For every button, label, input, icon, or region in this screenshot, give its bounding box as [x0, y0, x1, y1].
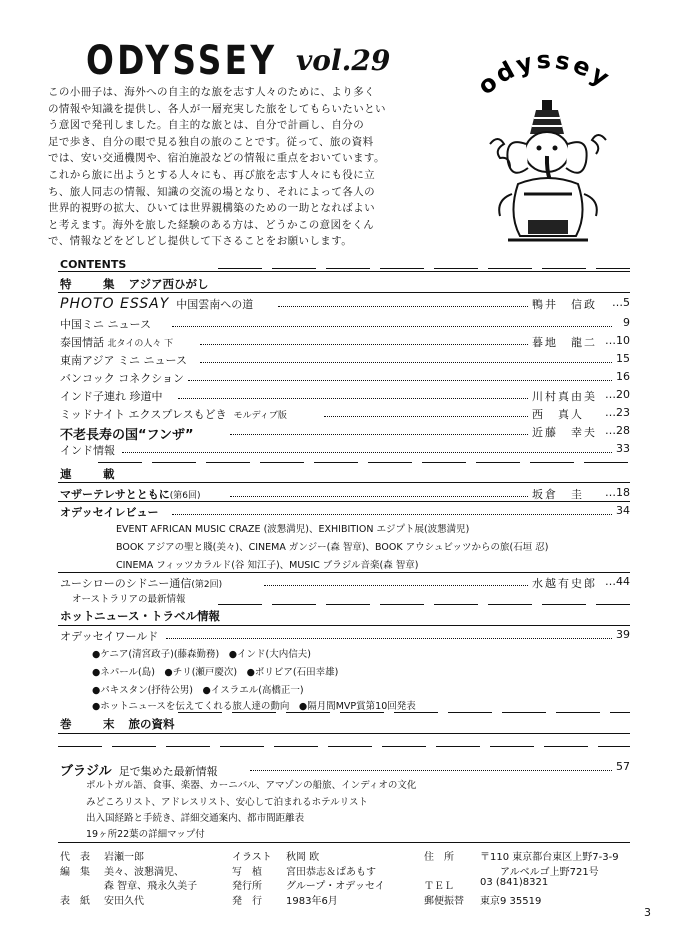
colophon-addr-label: 住 所	[424, 852, 454, 863]
ganesha-illustration-icon	[468, 44, 628, 254]
colophon-edit-label: 編 集	[60, 867, 90, 878]
toc-entry-title: 中国ミニ ニュース	[60, 318, 151, 331]
toc-entry-title: インド情報	[60, 444, 115, 457]
intro-line: これから旅に出ようとする人々にも、再び旅を志す人々にも役に立	[48, 168, 375, 181]
toc-entry-page: 39	[616, 628, 630, 641]
intro-line: ち、旅人同志の情報、知識の交流の場となり、それによって各人の	[48, 185, 375, 198]
toc-entry-title: マザーテレサとともに	[60, 488, 170, 501]
contents-heading: CONTENTS	[60, 258, 127, 271]
toc-entry-subtitle: 北タイの人々 下	[107, 339, 174, 349]
toc-entry-subtitle: 中国雲南への道	[176, 298, 254, 311]
world-line: ●パキスタン(抒待公男) ●イスラエル(高橋正一)	[92, 685, 304, 696]
brazil-line: ポルトガル語、食事、楽器、カーニバル、アマゾンの船旅、インディオの文化	[86, 780, 417, 791]
toc-entry-author: 坂倉 圭	[532, 488, 584, 501]
brazil-line: みどころリスト、アドレスリスト、安心して泊まれるホテルリスト	[86, 797, 368, 808]
toc-entry-title: バンコック コネクション	[60, 372, 185, 385]
serial-section-heading	[60, 466, 125, 482]
intro-line: 世界的視野の拡大、ひいては世界親構築のための一助となればよい	[48, 202, 375, 215]
colophon-tel: 03 (841)8321	[480, 877, 549, 888]
decorative-dash-rule	[178, 712, 630, 713]
toc-entry[interactable]	[60, 442, 630, 458]
hotnews-section-heading: ホットニュース・トラベル情報	[60, 609, 220, 623]
colophon-issue-label: 発 行	[232, 896, 262, 907]
section-rule	[58, 501, 630, 502]
review-line: EVENT AFRICAN MUSIC CRAZE (波懇満児)、EXHIBITION エジプト展(波懇満児)	[116, 524, 470, 535]
colophon-tel-label: ＴＥＬ	[424, 881, 454, 892]
brazil-line: 19ヶ所22葉の詳細マップ付	[86, 829, 205, 840]
toc-entry-subtitle: モルディブ版	[233, 411, 287, 421]
toc-entry-author: 近藤 幸夫	[532, 426, 597, 439]
toc-entry-subtitle: (第2回)	[191, 580, 223, 590]
toc-entry[interactable]	[60, 296, 630, 312]
appendix-section-heading	[60, 716, 175, 732]
appendix-label: 巻 末	[60, 717, 125, 731]
toc-entry-page: …44	[605, 575, 630, 588]
toc-entry[interactable]	[60, 334, 630, 350]
toc-entry-author: 西 真人	[532, 408, 584, 421]
volume-number: vol.29	[296, 44, 391, 77]
toc-entry-page: …5	[612, 296, 630, 309]
intro-line: の情報や知識を提供し、各人が一層充実した旅をしてもらいたいとい	[48, 102, 386, 115]
colophon-cover-label: 表 紙	[60, 896, 90, 907]
decorative-dash-rule	[218, 604, 630, 605]
colophon-illus-label: イラスト	[232, 852, 272, 863]
toc-entry-page: …28	[605, 424, 630, 437]
toc-entry[interactable]	[60, 316, 630, 332]
colophon-rep: 岩瀬一郎	[104, 852, 144, 863]
colophon-issue: 1983年6月	[286, 896, 338, 907]
sydney-subtitle: オーストラリアの最新情報	[72, 594, 186, 605]
toc-entry-title: インド子連れ 珍道中	[60, 390, 163, 403]
toc-entry-author: 暮地 龍二	[532, 336, 597, 349]
colophon-addr: 〒110 東京都台東区上野7-3-9	[480, 852, 619, 863]
toc-entry[interactable]	[60, 760, 630, 779]
colophon-postal: 東京9 35519	[480, 896, 542, 907]
intro-line: う意図で発刊しました。自主的な旅とは、自分で計画し、自分の	[48, 119, 365, 132]
toc-entry-title: 東南アジア ミニ ニュース	[60, 354, 188, 367]
world-line: ●ケニア(清宮政子)(藤森勤務) ●インド(大内信夫)	[92, 649, 311, 660]
section-rule	[58, 482, 630, 483]
toc-entry[interactable]	[60, 352, 630, 368]
svg-text:odyssey	[472, 46, 616, 101]
special-section-heading	[60, 276, 209, 292]
decorative-dash-rule	[98, 462, 630, 463]
colophon-rule	[58, 842, 630, 843]
special-theme: アジア西ひがし	[128, 277, 209, 291]
intro-line: 足で歩き、自分の眼で見る独自の旅のことです。従って、旅の資料	[48, 135, 374, 148]
review-line: CINEMA フィッツカラルド(谷 知江子)、MUSIC ブラジル音楽(森 智章)	[116, 560, 419, 571]
toc-entry-title: ユーシローのシドニー通信	[60, 577, 192, 590]
colophon-edit: 美々、波懇満児、	[104, 867, 184, 878]
toc-entry-author: 川村真由美	[532, 390, 597, 403]
colophon-addr: アルベルゴ上野721号	[500, 867, 599, 878]
special-label: 特 集	[60, 277, 125, 291]
world-line: ●ネパール(島) ●チリ(瀬戸慶次) ●ボリビア(石田幸雄)	[92, 667, 339, 678]
toc-entry-subtitle: (第6回)	[169, 491, 201, 501]
toc-entry-page: 15	[616, 352, 630, 365]
toc-entry-page: …18	[605, 486, 630, 499]
toc-entry[interactable]	[60, 406, 630, 422]
colophon-photo: 宮田恭志＆ぱあもす	[286, 867, 376, 878]
intro-paragraph	[48, 84, 468, 250]
colophon-publisher-label: 発行所	[232, 881, 262, 892]
toc-entry-title: オデッセイレビュー	[60, 506, 159, 519]
toc-entry-page: 33	[616, 442, 630, 455]
brazil-line: 出入国経路と手続き、詳細交通案内、都市間距離表	[86, 813, 305, 824]
toc-entry-title: PHOTO ESSAY	[60, 296, 170, 312]
serial-label: 連 載	[60, 467, 125, 481]
contents-rule	[58, 271, 630, 272]
toc-entry-title: 泰国情話	[60, 336, 104, 349]
toc-entry[interactable]	[60, 628, 630, 644]
colophon-publisher: グループ・オデッセイ	[286, 881, 385, 892]
colophon-postal-label: 郵便振替	[424, 896, 464, 907]
intro-line: で、情報などをどしどし提供して下さることをお願いします。	[48, 235, 353, 248]
colophon-photo-label: 写 植	[232, 867, 262, 878]
section-rule	[58, 572, 630, 573]
decorative-dash-rule	[218, 268, 630, 269]
world-line: ●ホットニュースを伝えてくれる旅人達の動向 ●隔月間MVP賞第10回発表	[92, 701, 416, 712]
section-rule	[58, 292, 630, 293]
intro-line: では、安い交通機関や、宿泊施設などの情報に重点をおいています。	[48, 152, 385, 165]
toc-entry-page: …23	[605, 406, 630, 419]
toc-entry-title: オデッセイワールド	[60, 630, 159, 643]
toc-entry[interactable]	[60, 424, 630, 443]
toc-entry[interactable]	[60, 575, 630, 591]
toc-entry-author: 鴨井 信政	[532, 298, 597, 311]
section-rule	[58, 625, 630, 626]
toc-entry-page: 57	[616, 760, 630, 773]
section-rule	[58, 733, 630, 734]
decorative-dash-rule	[58, 746, 630, 747]
colophon-rep-label: 代 表	[60, 852, 90, 863]
toc-entry[interactable]	[60, 370, 630, 386]
toc-entry-title: ブラジル	[60, 764, 112, 779]
toc-entry-title: ミッドナイト エクスプレスもどき	[60, 408, 227, 421]
toc-entry-page: …20	[605, 388, 630, 401]
toc-entry[interactable]	[60, 388, 630, 404]
appendix-theme: 旅の資料	[128, 717, 175, 731]
magazine-title: ODYSSEY	[86, 38, 278, 84]
review-line: BOOK アジアの聖と賤(美々)、CINEMA ガンジー(森 智章)、BOOK アウシュビッツからの旅(石垣 忍)	[116, 542, 549, 553]
colophon-illus: 秋岡 欧	[286, 852, 320, 863]
toc-entry[interactable]	[60, 504, 630, 520]
toc-entry-author: 水越有史郎	[532, 577, 597, 590]
toc-entry-page: 16	[616, 370, 630, 383]
toc-entry-subtitle: 足で集めた最新情報	[118, 765, 218, 778]
toc-entry-page: 9	[623, 316, 630, 329]
toc-entry-page: 34	[616, 504, 630, 517]
colophon-edit: 森 智章、飛永久美子	[104, 881, 198, 892]
page-number: 3	[644, 906, 651, 919]
intro-line: と考えます。海外を旅した経験のある方は、どうかこの意図をくん	[48, 218, 375, 231]
colophon-cover: 安田久代	[104, 896, 144, 907]
toc-entry[interactable]	[60, 486, 630, 502]
toc-entry-page: …10	[605, 334, 630, 347]
toc-entry-title: 不老長寿の国“フンザ”	[60, 428, 194, 443]
logo-text: odyssey	[472, 45, 617, 101]
intro-line: この小冊子は、海外への自主的な旅を志す人々のために、より多く	[48, 86, 375, 98]
